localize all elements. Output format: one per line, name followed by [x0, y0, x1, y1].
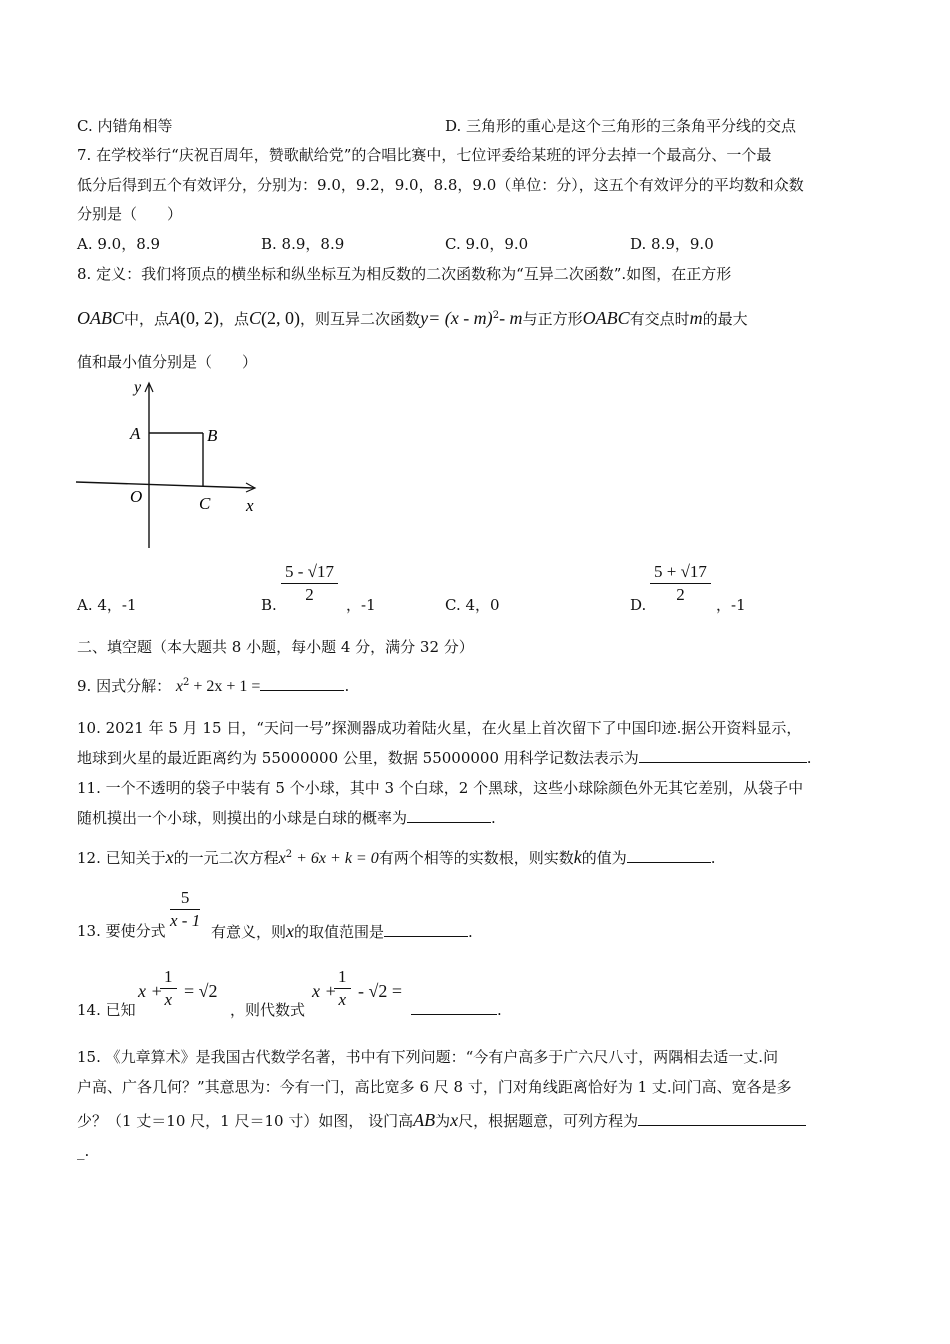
q14-expr-1-tail: = √2	[184, 981, 218, 1001]
q7-line-2: 低分后得到五个有效评分，分别为：9.0，9.2，9.0，8.8，9.0（单位：分），这五个有效评分的平均数和众数	[77, 176, 804, 194]
q7-option-a: A. 9.0，8.9	[77, 235, 161, 253]
q8-text-1: 中，点	[124, 310, 170, 328]
q12-text-4: 的值为	[581, 849, 627, 867]
label-a: A	[130, 424, 141, 443]
q14-expr-2-x: x +	[312, 981, 337, 1001]
q14-expr-2-denominator: x	[338, 990, 347, 1009]
q8-option-d-fraction	[650, 561, 711, 606]
q15-text-3: 尺，根据题意，可列方程为	[458, 1112, 639, 1130]
q9-suffix: .	[344, 677, 350, 695]
q8-option-c: C. 4，0	[445, 596, 500, 614]
q8-func-eq: = (x - m)	[428, 308, 493, 328]
q9-answer-blank[interactable]	[260, 676, 344, 691]
q8-option-a: A. 4，-1	[77, 596, 137, 614]
q8-option-d-denominator: 2	[676, 585, 685, 604]
q8-option-b-fraction	[281, 561, 338, 606]
q15-line-1: 15. 《九章算术》是我国古代数学名著，书中有下列问题：“今有户高多于广六尺八寸，两隅相去适一丈.问	[77, 1048, 779, 1066]
q9-prefix: 9. 因式分解：	[77, 677, 172, 695]
q8-func-y: y	[420, 308, 429, 328]
q8-var-m: m	[689, 308, 703, 328]
q8-option-b-tail: ，-1	[346, 596, 376, 614]
q14-expr-1-denominator: x	[164, 990, 173, 1009]
q8-option-d-label: D.	[630, 596, 647, 614]
q8-line-2	[77, 306, 748, 329]
q7-option-d: D. 8.9，9.0	[630, 235, 714, 253]
q11-line-1: 11. 一个不透明的袋子中装有 5 个小球，其中 3 个白球，2 个黑球，这些小球除颜色外无其它差别，从袋子中	[77, 779, 804, 797]
q13-text-2: 有意义，则	[211, 923, 287, 941]
q13-answer-blank[interactable]	[384, 922, 468, 937]
q8-square-name-2: OABC	[582, 308, 630, 328]
q14-expr-2-fraction	[334, 966, 351, 1011]
q11-answer-blank[interactable]	[407, 808, 491, 823]
q12-answer-blank[interactable]	[627, 848, 711, 863]
q14-expr-2-tail: - √2 =	[358, 981, 403, 1001]
q14-expr-1-numerator: 1	[164, 967, 173, 986]
q7-line-3: 分别是（ ）	[77, 205, 183, 223]
q8-line-1: 8. 定义：我们将顶点的横坐标和纵坐标互为相反数的二次函数称为“互异二次函数”.如图，在正方形	[77, 265, 732, 283]
x-axis	[76, 482, 254, 488]
q8-point-c: C	[249, 308, 262, 328]
q12-var-k: k	[573, 847, 582, 867]
q14-suffix: .	[497, 1001, 502, 1019]
q7-option-b: B. 8.9，8.9	[261, 235, 345, 253]
section-2-heading: 二、填空题（本大题共 8 小题，每小题 4 分，满分 32 分）	[77, 638, 474, 656]
q13-suffix: .	[468, 923, 473, 941]
q12-eq-b: + 6x + k = 0	[292, 850, 379, 867]
q12-line	[77, 845, 716, 869]
q12-text-1: 12. 已知关于	[77, 849, 166, 867]
q12-text-2: 的一元二次方程	[173, 849, 279, 867]
q15-text-1: 少？（1 丈＝10 尺，1 尺＝10 寸）如图， 设门高	[77, 1112, 414, 1130]
q13-fraction	[170, 887, 200, 932]
q8-text-5: 有交点时	[629, 310, 690, 328]
q14-expr-1-fraction	[160, 966, 177, 1011]
q8-square-name: OABC	[77, 308, 124, 328]
q12-eq-sup: 2	[285, 849, 293, 860]
q15-line-4: _.	[77, 1142, 90, 1160]
q12-text-3: 有两个相等的实数根，则实数	[378, 849, 574, 867]
q8-func-tail: - m	[499, 308, 523, 328]
q8-text-3: ，则互异二次函数	[300, 310, 421, 328]
q14-answer-blank[interactable]	[411, 1000, 497, 1015]
label-o: O	[130, 487, 143, 506]
q13-text-3: 的取值范围是	[294, 923, 385, 941]
q8-option-b-denominator: 2	[305, 585, 314, 604]
label-b: B	[207, 426, 218, 445]
q15-line-3	[77, 1110, 806, 1131]
q11-text: 随机摸出一个小球，则摸出的小球是白球的概率为	[77, 809, 408, 827]
q10-line-1: 10. 2021 年 5 月 15 日，“天问一号”探测器成功着陆火星，在火星上首次留下了中国印迹.据公开资料显示，	[77, 719, 802, 737]
q10-text: 地球到火星的最近距离约为 55000000 公里，数据 55000000 用科学记数法表示为	[77, 749, 639, 767]
q13-text-1: 13. 要使分式	[77, 922, 166, 940]
label-x: x	[246, 496, 254, 515]
q7-line-1: 7. 在学校举行“庆祝百周年，赞歌献给党”的合唱比赛中，七位评委给某班的评分去掉一个最高分、一个最	[77, 146, 772, 164]
q11-suffix: .	[491, 809, 496, 827]
q9-expr-sup: 2	[182, 677, 190, 688]
q8-point-a: A	[169, 308, 181, 328]
label-y: y	[134, 379, 142, 396]
q9-expr-a: x	[175, 678, 183, 695]
q14-text-2: ，则代数式	[230, 1001, 306, 1019]
q8-point-c-coord: (2, 0)	[261, 308, 301, 328]
q14-expr-2-numerator: 1	[338, 967, 347, 986]
label-c: C	[199, 494, 211, 513]
q8-option-b-label: B.	[261, 596, 277, 614]
q14-text-1: 14. 已知	[77, 1001, 136, 1019]
q13-denominator: x - 1	[170, 911, 201, 930]
q15-text-2: 为	[435, 1112, 451, 1130]
q8-figure	[70, 378, 270, 558]
q15-var-x: x	[450, 1110, 459, 1130]
q7-option-c: C. 9.0，9.0	[445, 235, 529, 253]
q8-line-3: 值和最小值分别是（ ）	[77, 353, 258, 371]
q6-option-c: C. 内错角相等	[77, 117, 173, 135]
q10-line-2	[77, 748, 812, 768]
q8-option-b-numerator: 5 - √17	[285, 562, 334, 581]
q15-var-ab: AB	[413, 1110, 436, 1130]
q14-answer-line	[411, 1000, 502, 1020]
q10-answer-blank[interactable]	[639, 748, 807, 763]
q8-option-d-tail: ，-1	[716, 596, 746, 614]
q10-suffix: .	[806, 749, 812, 767]
q15-answer-blank[interactable]	[638, 1111, 806, 1126]
q8-text-6: 的最大	[702, 310, 748, 328]
q9-expr-b: + 2x + 1 =	[189, 678, 261, 695]
q8-func-exp: 2	[492, 310, 500, 321]
q15-line-2: 户高、广各几何？”其意思为：今有一门，高比宽多 6 尺 8 寸，门对角线距离恰好为 1 丈.问门高、宽各是多	[77, 1078, 792, 1096]
q13-rest	[211, 921, 473, 942]
q12-eq-a: x	[278, 850, 286, 867]
q6-option-d: D. 三角形的重心是这个三角形的三条角平分线的交点	[445, 117, 797, 135]
q14-expr-1-x: x +	[138, 981, 163, 1001]
q8-text-4: 与正方形	[522, 310, 583, 328]
q8-text-2: ，点	[219, 310, 250, 328]
q11-line-2	[77, 808, 496, 828]
q8-option-d-numerator: 5 + √17	[654, 562, 707, 581]
q12-suffix: .	[710, 849, 716, 867]
q12-var-x: x	[165, 847, 174, 867]
q13-var-x: x	[286, 921, 295, 941]
q8-point-a-coord: (0, 2)	[180, 308, 220, 328]
q9-line	[77, 673, 349, 697]
q13-numerator: 5	[180, 888, 190, 907]
